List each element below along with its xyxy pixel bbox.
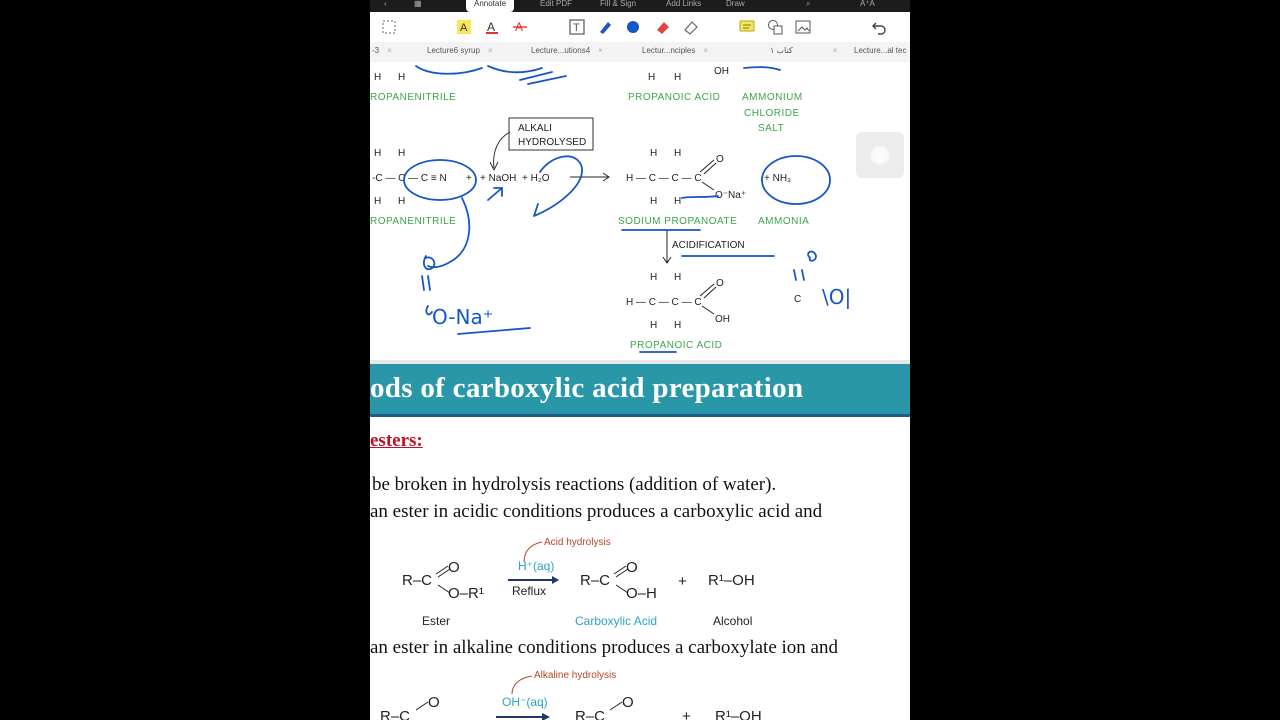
handwritten-note: \O|	[822, 285, 852, 309]
shapes-icon[interactable]	[766, 18, 784, 36]
h-atom: H	[398, 148, 406, 159]
strikethrough-icon[interactable]	[511, 18, 529, 36]
compound-name: CHLORIDE	[744, 108, 800, 119]
label-arrow	[512, 676, 532, 694]
h-atom: H	[650, 320, 658, 331]
reflux-label: Reflux	[512, 584, 547, 598]
mode-tab-bar	[370, 0, 910, 12]
double-bond	[704, 163, 716, 174]
h-atom: H	[650, 148, 658, 159]
naoh-reagent: + NaOH	[480, 173, 517, 184]
svg-text:A: A	[460, 22, 468, 34]
section-heading: esters:	[370, 430, 423, 451]
carbon-chain: -C — C — C ≡ N	[372, 173, 447, 184]
svg-text:T: T	[573, 22, 580, 34]
close-icon: ×	[387, 46, 392, 55]
plus-sign: +	[678, 573, 687, 590]
eraser-icon[interactable]	[654, 18, 672, 36]
oxygen-atom: O	[428, 694, 440, 711]
ink-arrow	[488, 188, 502, 200]
h-atom: H	[674, 320, 682, 331]
single-bond	[702, 182, 714, 190]
ink-stroke	[422, 256, 434, 290]
double-bond	[700, 284, 714, 296]
pen-icon[interactable]	[596, 18, 614, 36]
doc-tab[interactable]: Lectur...nciples ×	[642, 46, 709, 55]
oh-group: OH	[715, 314, 730, 325]
highlighter-icon[interactable]	[455, 18, 473, 36]
slide-title: ods of carboxylic acid preparation	[370, 372, 804, 404]
h-atom: H	[374, 196, 382, 207]
carbon-chain: H — C — C — C	[626, 297, 702, 308]
oh-group: OH	[714, 66, 729, 77]
slide-page	[370, 364, 910, 720]
handwritten-c: C	[794, 294, 802, 305]
catalyst-label: H⁺(aq)	[518, 559, 555, 573]
compound-name: AMMONIA	[758, 216, 810, 227]
search-icon[interactable]: ⌕	[806, 0, 811, 8]
step-label: ACIDIFICATION	[672, 240, 745, 251]
annotation-toolbar	[370, 12, 910, 42]
alcohol-label: Alcohol	[713, 614, 753, 628]
plus-sign: +	[682, 708, 691, 720]
carboxylic-acid-label: Carboxylic Acid	[575, 614, 658, 628]
close-icon: ×	[832, 46, 838, 55]
ink-stroke	[428, 198, 469, 267]
arrow-head	[542, 713, 550, 720]
tab-edit-pdf[interactable]: Edit PDF	[540, 0, 573, 8]
oxygen-atom: O	[626, 559, 638, 576]
compound-name: SALT	[758, 123, 785, 134]
close-icon: ×	[703, 46, 709, 55]
tab-annotate[interactable]: Annotate	[466, 0, 514, 12]
h-atom: H	[674, 196, 682, 207]
close-icon: ×	[487, 46, 493, 55]
box-text: ALKALI	[518, 123, 552, 134]
circle-icon	[869, 144, 891, 166]
pdf-viewer-app	[370, 0, 910, 720]
doc-tab[interactable]: Lecture6 syrup ×	[427, 46, 493, 55]
oxygen-atom: O	[448, 559, 460, 576]
compound-name: ROPANENITRILE	[370, 92, 457, 103]
doc-tab[interactable]: Lecture...al tec	[854, 46, 907, 55]
back-icon[interactable]: ‹	[384, 0, 387, 8]
compound-name: AMMONIUM	[742, 92, 803, 103]
tab-fill-sign[interactable]: Fill & Sign	[600, 0, 637, 8]
ester-formula: R–C	[380, 708, 411, 720]
floating-action-button[interactable]	[856, 132, 904, 178]
double-bond	[614, 566, 626, 574]
double-bond	[610, 702, 622, 710]
close-icon: ×	[598, 46, 603, 55]
compound-name: PROPANOIC ACID	[628, 92, 721, 103]
compound-name: SODIUM PROPANOATE	[618, 216, 738, 227]
hydroxyl: O–H	[626, 585, 657, 602]
compound-name: PROPANOIC ACID	[630, 340, 723, 351]
h-atom: H	[374, 148, 382, 159]
text-color-icon[interactable]	[483, 18, 501, 36]
oxygen-atom: O	[716, 154, 724, 165]
select-rectangle-icon[interactable]	[380, 18, 398, 36]
double-bond	[436, 566, 448, 574]
h-atom: H	[674, 148, 682, 159]
catalyst-label: OH⁻(aq)	[502, 695, 548, 709]
plus-sign: +	[466, 173, 472, 184]
ink-stroke	[794, 252, 816, 280]
handwritten-note: O-Na⁺	[432, 305, 494, 329]
image-icon[interactable]	[794, 18, 812, 36]
doc-tab[interactable]: Lecture...utions4 ×	[531, 46, 603, 55]
h-atom: H	[650, 272, 658, 283]
grid-icon[interactable]: ▦	[414, 0, 422, 8]
document-tab-bar	[370, 42, 910, 63]
h-atom: H	[650, 196, 658, 207]
h-atom: H	[674, 272, 682, 283]
h-atom: H	[398, 72, 406, 83]
h-atom: H	[674, 72, 682, 83]
tab-draw[interactable]: Draw	[726, 0, 745, 8]
box-text: HYDROLYSED	[518, 137, 587, 148]
carbon-chain: H — C — C — C	[626, 173, 702, 184]
alcohol-formula: R¹–OH	[715, 708, 762, 720]
ester-alkoxy: O–R¹	[448, 585, 484, 602]
body-text: be broken in hydrolysis reactions (addition of water).	[372, 474, 777, 495]
notes-page	[370, 62, 910, 360]
body-text: an ester in alkaline conditions produces a carboxylate ion and	[370, 637, 838, 658]
oxygen-atom: O	[716, 278, 724, 289]
ammonia-formula: + NH₃	[764, 173, 792, 184]
h-atom: H	[374, 72, 382, 83]
svg-text:A: A	[515, 20, 524, 34]
ester-formula: R–C	[402, 572, 433, 589]
svg-text:A: A	[487, 20, 496, 34]
oxygen-atom: O	[622, 694, 634, 711]
double-bond	[416, 702, 428, 710]
single-bond	[702, 306, 714, 314]
text-size-button[interactable]: A⁺A	[860, 0, 875, 8]
double-bond	[700, 160, 714, 172]
text-box-icon[interactable]	[568, 18, 586, 36]
water-reagent: + H₂O	[522, 173, 550, 184]
arrow-head	[552, 576, 559, 584]
arrow-line	[494, 132, 510, 168]
body-text: an ester in acidic conditions produces a carboxylic acid and	[370, 501, 823, 522]
alcohol-formula: R¹–OH	[708, 572, 755, 589]
h-atom: H	[648, 72, 656, 83]
double-bond	[704, 287, 716, 298]
acid-hydrolysis-label: Acid hydrolysis	[544, 537, 611, 548]
ester-label: Ester	[422, 614, 451, 628]
product-formula: R–C	[575, 708, 606, 720]
comment-icon[interactable]	[738, 18, 756, 36]
oxide-group: O⁻Na⁺	[715, 190, 747, 201]
compound-name: ROPANENITRILE	[370, 216, 457, 227]
tab-add-links[interactable]: Add Links	[666, 0, 702, 8]
ink-stroke	[534, 156, 582, 216]
lasso-eraser-icon[interactable]	[682, 18, 700, 36]
alkaline-hydrolysis-label: Alkaline hydrolysis	[534, 670, 617, 681]
undo-icon[interactable]	[870, 18, 888, 36]
color-dot-icon[interactable]	[624, 18, 642, 36]
acid-formula: R–C	[580, 572, 611, 589]
doc-tab[interactable]: -3 ×	[372, 46, 392, 55]
doc-tab[interactable]: كتاب ١ ×	[770, 46, 838, 55]
h-atom: H	[398, 196, 406, 207]
